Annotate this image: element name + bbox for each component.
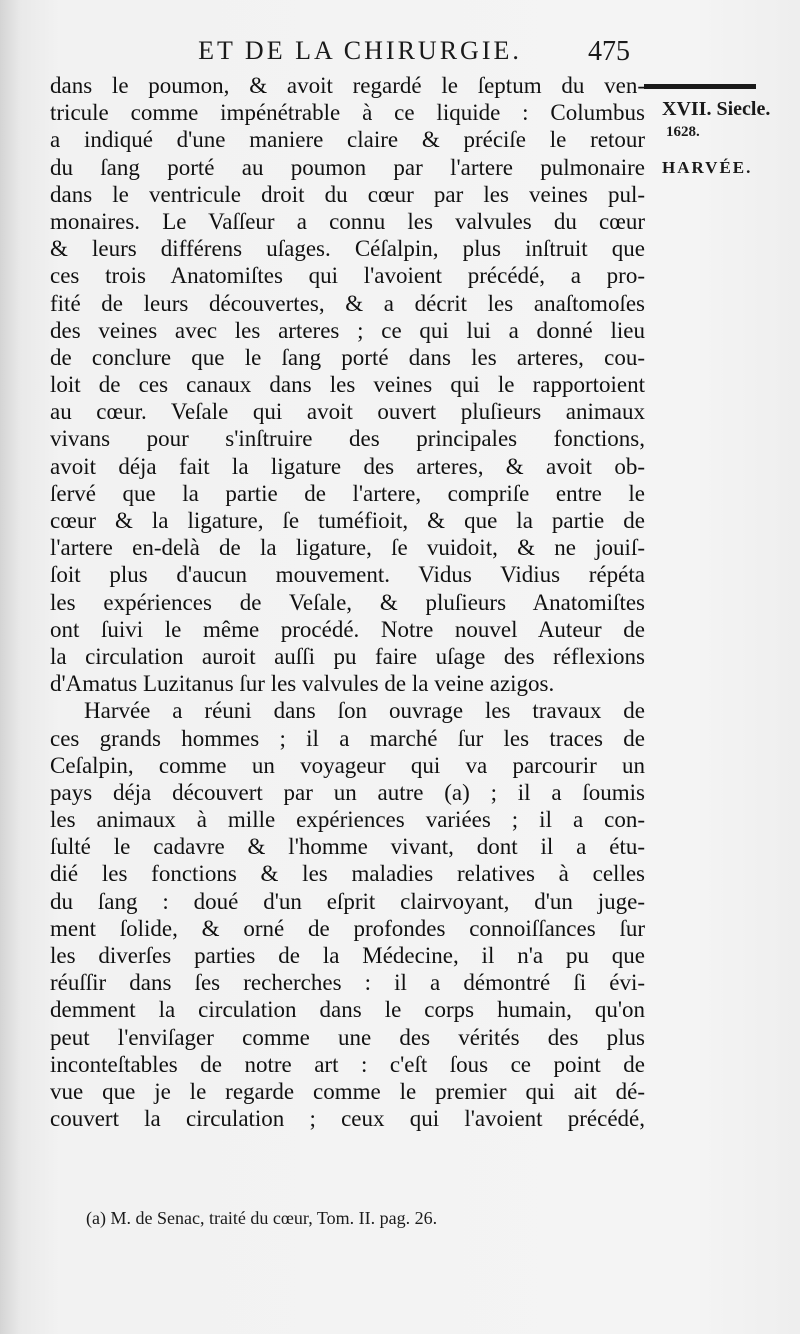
text-line: couvert la circulation ; ceux qui l'avoient précédé, bbox=[50, 1106, 645, 1132]
text-line: vivans pour s'inſtruire des principales fonctions, bbox=[50, 426, 645, 452]
text-line: de conclure que le ſang porté dans les arteres, cou- bbox=[50, 344, 645, 370]
text-line: du ſang : doué d'un eſprit clairvoyant, d'un juge- bbox=[50, 888, 645, 914]
text-line: dans le ventricule droit du cœur par les veines pul- bbox=[50, 181, 645, 207]
text-line: dans le poumon, & avoit regardé le ſeptum du ven- bbox=[50, 73, 645, 98]
text-line: cœur & la ligature, ſe tuméfioit, & que la partie de bbox=[50, 508, 645, 533]
text-line: pays déja découvert par un autre (a) ; il a ſoumis bbox=[50, 779, 645, 805]
text-line: ſoit plus d'aucun mouvement. Vidus Vidius répéta bbox=[50, 562, 645, 588]
text-line: ſervé que la partie de l'artere, compriſe entre le bbox=[50, 480, 645, 506]
text-line: d'Amatus Luzitanus ſur les valvules de la veine azigos. bbox=[50, 671, 555, 697]
text-line: loit de ces canaux dans les veines qui le rapportoient bbox=[50, 372, 645, 398]
footnote: (a) M. de Senac, traité du cœur, Tom. II. pag. 26. bbox=[86, 1208, 438, 1228]
marginal-rule bbox=[644, 84, 756, 89]
text-line: au cœur. Veſale qui avoit ouvert pluſieurs animaux bbox=[50, 399, 645, 425]
text-line: inconteſtables de notre art : c'eſt ſous ce point de bbox=[50, 1051, 645, 1077]
text-line: les diverſes parties de la Médecine, il n'a pu que bbox=[50, 943, 645, 968]
text-line: dié les fonctions & les maladies relatives à celles bbox=[50, 861, 645, 887]
body-text bbox=[50, 72, 645, 1132]
text-line: ces grands hommes ; il a marché ſur les traces de bbox=[50, 725, 645, 751]
text-line: demment la circulation dans le corps humain, qu'on bbox=[50, 997, 645, 1023]
text-line: vue que je le regarde comme le premier qui ait dé- bbox=[50, 1078, 645, 1104]
text-line: ont ſuivi le même procédé. Notre nouvel Auteur de bbox=[50, 616, 645, 642]
text-line: les expériences de Veſale, & pluſieurs Anatomiſtes bbox=[50, 589, 645, 615]
text-line: fité de leurs découvertes, & a décrit les anaſtomoſes bbox=[50, 290, 645, 316]
text-line: la circulation auroit auſſi pu faire uſage des réflexions bbox=[50, 643, 645, 669]
text-line: tricule comme impénétrable à ce liquide : Columbus bbox=[50, 100, 645, 126]
running-head: ET DE LA CHIRURGIE. bbox=[198, 36, 522, 65]
text-line: a indiqué d'une maniere claire & préciſe le retour bbox=[50, 127, 645, 153]
page-number: 475 bbox=[588, 36, 630, 67]
text-line: peut l'enviſager comme une des vérités des plus bbox=[50, 1024, 645, 1050]
margin-note-name: HARVÉE. bbox=[662, 158, 753, 177]
text-line: avoit déja fait la ligature des arteres, & avoit ob- bbox=[50, 453, 645, 479]
text-line: des veines avec les arteres ; ce qui lui a donné lieu bbox=[50, 317, 645, 343]
text-line: Harvée a réuni dans ſon ouvrage les travaux de bbox=[84, 698, 645, 724]
text-line: l'artere en-delà de la ligature, ſe vuidoit, & ne jouiſ- bbox=[50, 535, 645, 561]
text-line: du ſang porté au poumon par l'artere pulmonaire bbox=[50, 154, 645, 180]
text-line: réuſſir dans ſes recherches : il a démontré ſi évi- bbox=[50, 970, 645, 996]
text-line: monaires. Le Vaſſeur a connu les valvules du cœur bbox=[50, 208, 645, 234]
text-line: ment ſolide, & orné de profondes connoiſſances ſur bbox=[50, 915, 645, 941]
margin-note-century: XVII. Siecle. bbox=[662, 98, 771, 120]
margin-note-year: 1628. bbox=[666, 124, 700, 140]
text-line: les animaux à mille expériences variées ; il a con- bbox=[50, 807, 645, 833]
text-line: ſulté le cadavre & l'homme vivant, dont il a étu- bbox=[50, 834, 645, 860]
text-line: & leurs différens uſages. Céſalpin, plus inſtruit que bbox=[50, 236, 645, 262]
text-line: Ceſalpin, comme un voyageur qui va parcourir un bbox=[50, 752, 645, 778]
text-line: ces trois Anatomiſtes qui l'avoient précédé, a pro- bbox=[50, 263, 645, 289]
